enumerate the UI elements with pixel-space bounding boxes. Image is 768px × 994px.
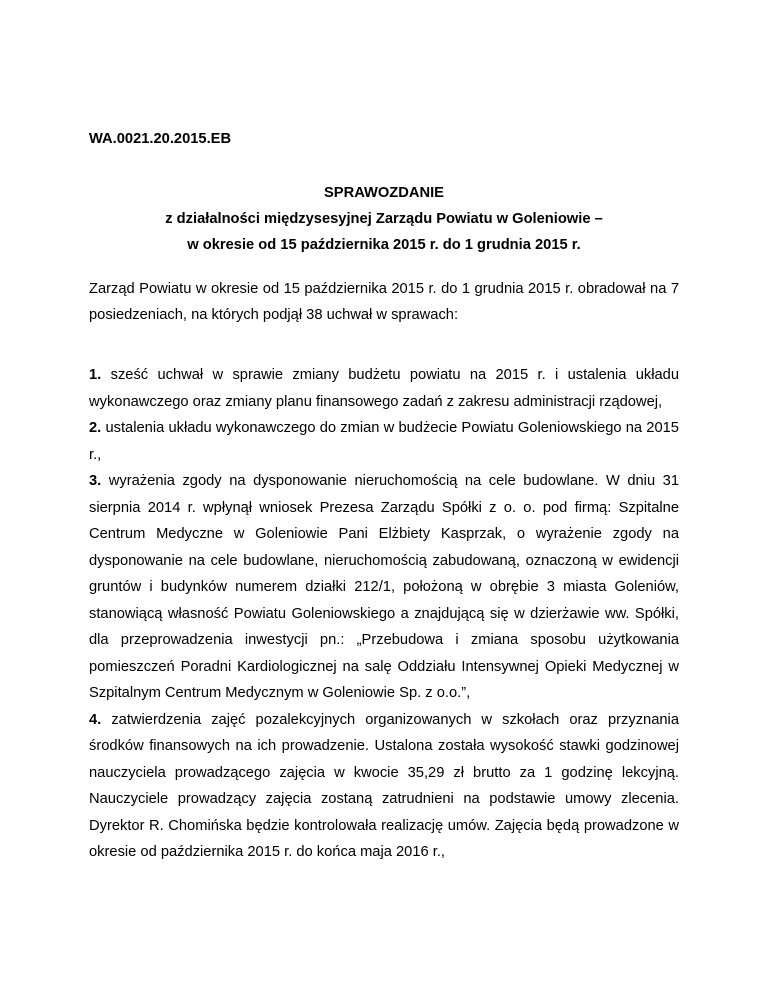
reference-number: WA.0021.20.2015.EB — [89, 131, 232, 147]
item-text: wyrażenia zgody na dysponowanie nieruchomością na cele budowlane. W dniu 31 sierpnia 2014 r. wpłynął wniosek Prezesa Zarządu Spółki z o. o. pod firmą: Szpitalne Centrum Medyczne w Goleniowie Pani Elżbiety Kasprzak, o wyrażenie zgody na dysponowanie na cele budowlane, nieruchomością zabudowaną, oznaczoną w ewidencji gruntów i budynków numerem działki 212/1, położoną w obrębie 3 miasta Goleniów, stanowiącą własność Powiatu Goleniowskiego a znajdującą się w dzierżawie ww. Spółki, dla przeprowadzenia inwestycji pn.: „Przebudowa i zmiana sposobu użytkowania pomieszczeń Poradni Kardiologicznej na salę Oddziału Intensywnej Opieki Medycznej w Szpitalnym Centrum Medycznym w Goleniowie Sp. z o.o.”, — [89, 473, 679, 701]
document-title: SPRAWOZDANIE — [324, 185, 444, 201]
item-number: 2. — [89, 420, 102, 436]
list-item — [89, 362, 679, 415]
item-number: 1. — [89, 367, 102, 383]
item-text: sześć uchwał w sprawie zmiany budżetu powiatu na 2015 r. i ustalenia układu wykonawczego oraz zmiany planu finansowego zadań z zakresu administracji rządowej, — [89, 367, 679, 410]
document-heading — [89, 180, 679, 258]
resolution-list — [89, 362, 679, 866]
list-item — [89, 707, 679, 866]
item-number: 3. — [89, 473, 102, 489]
document-subtitle-line1: z działalności międzysesyjnej Zarządu Powiatu w Goleniowie – — [165, 211, 603, 227]
item-number: 4. — [89, 711, 102, 728]
list-item — [89, 468, 679, 707]
item-text: zatwierdzenia zajęć pozalekcyjnych organizowanych w szkołach oraz przyznania środków finansowych na ich prowadzenie. Ustalona została wysokość stawki godzinowej nauczyciela prowadzącego zajęcia w kwocie 35,29 zł brutto za 1 godzinę lekcyjną. Nauczyciele prowadzący zajęcia zostaną zatrudnieni na podstawie umowy zlecenia. Dyrektor R. Chomińska będzie kontrolowała realizację umów. Zajęcia będą prowadzone w okresie od października 2015 r. do końca maja 2016 r., — [89, 711, 679, 860]
document-subtitle-line2: w okresie od 15 października 2015 r. do 1 grudnia 2015 r. — [187, 237, 581, 253]
list-item — [89, 415, 679, 468]
item-text: ustalenia układu wykonawczego do zmian w budżecie Powiatu Goleniowskiego na 2015 r., — [89, 420, 679, 463]
intro-paragraph: Zarząd Powiatu w okresie od 15 października 2015 r. do 1 grudnia 2015 r. obradował na 7 posiedzeniach, na których podjął 38 uchwał w sprawach: — [89, 281, 679, 323]
